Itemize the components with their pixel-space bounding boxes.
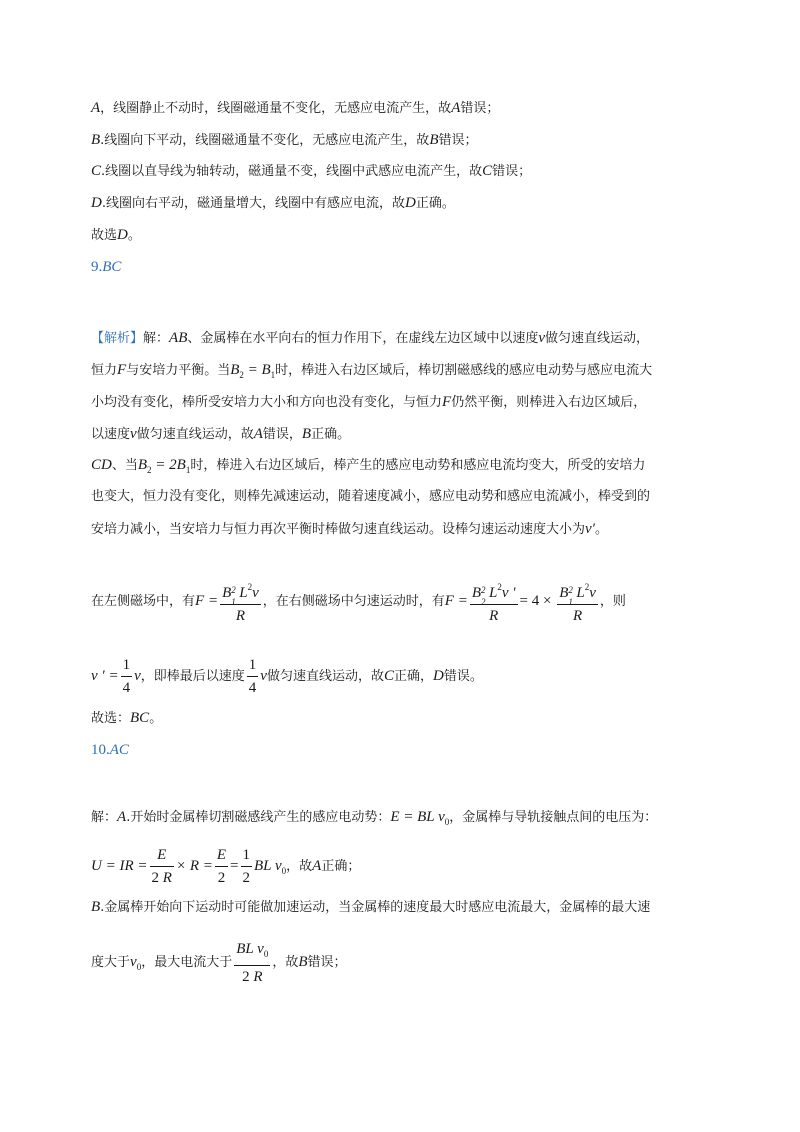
q10-answer: 10.AC bbox=[91, 742, 129, 758]
equation-b2-eq-2b1: $B_2 = 2B_1$ bbox=[137, 457, 191, 475]
fraction-b1-l-v-over-r-2: B 2 1 $L^2v$ R bbox=[557, 577, 598, 626]
q8-option-c: C.线圈以直导线为轴转动，磁通量不变，线圈中武感应电流产生，故C错误； bbox=[91, 163, 532, 179]
q9-analysis-line5: CD、当$B_2 = 2B_1$时，棒进入右边区域后，棒产生的感应电动势和感应电流均变大，所受的安培力 bbox=[91, 457, 646, 475]
q9-analysis-line4: 以速度v做匀速直线运动，故A错误，B正确。 bbox=[91, 426, 351, 442]
equation-u-eq-ir: U = IR = bbox=[91, 858, 148, 874]
q8-option-d: D.线圈向右平动，磁通量增大，线圈中有感应电流，故D正确。 bbox=[91, 195, 455, 211]
equation-e-eq-blv0: E = BL $v_0$ bbox=[390, 809, 450, 827]
q10-voltage-equation: U = IR = $\frac{E}{2 R}$ × R = $\frac{E}{2}$ = $\frac{1}{2}$ BL $v_0$，故A正确； bbox=[91, 847, 361, 886]
fraction-e-over-2r: $\frac{E}{2 R}$ bbox=[151, 847, 172, 886]
q10-line1: 解：A.开始时金属棒切割磁感线产生的感应电动势：E = BL $v_0$，金属棒与导轨接触点间的电压为： bbox=[91, 809, 658, 827]
fraction-blv0-over-2r: $\frac{BL v_0}{2 R}$ bbox=[236, 940, 269, 985]
fraction-e-over-2: $\frac{E}{2}$ bbox=[216, 847, 227, 886]
q9-analysis-line3: 小均没有变化，棒所受安培力大小和方向也没有变化，与恒力F仍然平衡，则棒进入右边区域后， bbox=[91, 394, 647, 410]
q8-choice: 故选D。 bbox=[91, 227, 141, 243]
equation-right-field: F = bbox=[444, 593, 468, 609]
fraction-b1-l-v-over-r: B 2 1 $L^2v$ R bbox=[220, 577, 261, 626]
fraction-one-quarter: $\frac{1}{4}$ bbox=[122, 657, 131, 696]
fraction-one-quarter-2: $\frac{1}{4}$ bbox=[248, 657, 257, 696]
q10-line3: B.金属棒开始向下运动时可能做加速运动，当金属棒的速度最大时感应电流最大，金属棒的最大速 bbox=[91, 899, 651, 915]
q9-answer: 9.BC bbox=[91, 259, 122, 275]
q9-velocity-result: v ′ = $\frac{1}{4}$ v，即棒最后以速度 $\frac{1}{4}$ v做匀速直线运动，故C正确，D错误。 bbox=[91, 657, 483, 696]
analysis-tag: 【解析】 bbox=[91, 331, 144, 346]
equation-b2-eq-b1: $B_2 = B_1$ bbox=[230, 362, 276, 380]
equation-left-field: F = bbox=[195, 593, 219, 609]
fraction-b2-l-vprime-over-r: B 2 2 $L^2v$ ′ R bbox=[470, 577, 518, 626]
q9-choice: 故选：BC。 bbox=[91, 710, 163, 726]
q9-analysis-line1: 【解析】解：AB、金属棒在水平向右的恒力作用下，在虚线左边区域中以速度v做匀速直线运动， bbox=[91, 330, 650, 346]
q9-analysis-line6: 也变大，恒力没有变化，则棒先减速运动，随着速度减小，感应电动势和感应电流减小，棒受到的 bbox=[91, 489, 651, 504]
q8-option-b: B.线圈向下平动，线圈磁通量不变化，无感应电流产生，故B错误； bbox=[91, 132, 478, 148]
q9-analysis-line7: 安培力减小，当安培力与恒力再次平衡时棒做匀速直线运动。设棒匀速运动速度大小为v′。 bbox=[91, 521, 608, 537]
q9-force-equations: 在左侧磁场中，有F = B 2 1 $L^2v$ R ，在右侧磁场中匀速运动时，有F = B 2 2 $L^2v$ ′ R = 4 × B 2 1 $L^2v$ R ，则 bbox=[91, 577, 626, 626]
q9-analysis-line2: 恒力F与安培力平衡。当$B_2 = B_1$时，棒进入右边区域后，棒切割磁感线的感应电动势与感应电流大 bbox=[91, 362, 653, 380]
equation-vprime: v ′ = bbox=[91, 668, 119, 684]
symbol-v0: $v_0$ bbox=[130, 954, 142, 972]
q8-option-a: A，线圈静止不动时，线圈磁通量不变化，无感应电流产生，故A错误； bbox=[91, 100, 500, 116]
q10-line4: 度大于$v_0$，最大电流大于 $\frac{BL v_0}{2 R}$ ，故B错误； bbox=[91, 940, 347, 985]
fraction-one-half: $\frac{1}{2}$ bbox=[242, 847, 250, 886]
